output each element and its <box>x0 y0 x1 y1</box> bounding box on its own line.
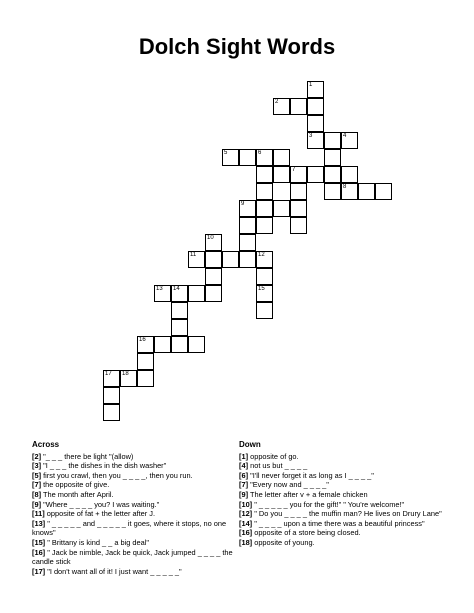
grid-cell[interactable] <box>205 285 222 302</box>
clue-text: opposite of fat + the letter after J. <box>44 509 156 519</box>
cell-number: 10 <box>207 235 214 241</box>
clue-text: the opposite of give. <box>41 480 110 490</box>
grid-cell[interactable] <box>171 302 188 319</box>
grid-cell[interactable] <box>324 166 341 183</box>
grid-cell[interactable] <box>273 200 290 217</box>
grid-cell[interactable] <box>171 319 188 336</box>
grid-cell[interactable] <box>222 251 239 268</box>
grid-cell[interactable] <box>239 234 256 251</box>
grid-cell[interactable] <box>256 200 273 217</box>
grid-cell[interactable] <box>324 149 341 166</box>
clue-text: first you crawl, then you _ _ _ _, then you run. <box>41 470 193 480</box>
grid-cell[interactable] <box>103 387 120 404</box>
grid-cell[interactable] <box>290 166 307 183</box>
grid-cell[interactable] <box>341 166 358 183</box>
clue-number: [4] <box>239 461 249 471</box>
cell-number: 7 <box>292 167 296 173</box>
clue-text: "Where _ _ _ _ you? I was waiting." <box>41 499 160 509</box>
across-clue <box>32 509 242 519</box>
grid-cell[interactable] <box>256 149 273 166</box>
down-clue <box>239 480 449 490</box>
clue-text: " Jack be nimble, Jack be quick, Jack jumped _ _ _ _ the candle stick <box>32 547 233 567</box>
clue-number: [6] <box>239 470 249 480</box>
grid-cell[interactable] <box>307 98 324 115</box>
cell-number: 11 <box>190 252 197 258</box>
clue-number: [8] <box>32 489 42 499</box>
grid-cell[interactable] <box>256 268 273 285</box>
grid-cell[interactable] <box>341 183 358 200</box>
grid-cell[interactable] <box>188 251 205 268</box>
grid-cell[interactable] <box>239 251 256 268</box>
across-clue <box>32 490 242 500</box>
down-clue <box>239 490 449 500</box>
across-clue <box>32 500 242 510</box>
across-clue <box>32 519 242 538</box>
cell-number: 13 <box>156 286 163 292</box>
clue-number: [18] <box>239 537 253 547</box>
across-clue <box>32 538 242 548</box>
grid-cell[interactable] <box>154 336 171 353</box>
clue-text: The letter after v + a female chicken <box>248 489 368 499</box>
grid-cell[interactable] <box>324 132 341 149</box>
clue-number: [2] <box>32 451 42 461</box>
grid-cell[interactable] <box>205 268 222 285</box>
clue-number: [1] <box>239 451 249 461</box>
cell-number: 2 <box>275 99 279 105</box>
across-heading: Across <box>32 440 60 449</box>
down-clue <box>239 509 449 519</box>
down-clue <box>239 471 449 481</box>
clue-text: The month after April. <box>41 489 114 499</box>
clue-text: not us but _ _ _ _ <box>248 461 308 471</box>
clue-number: [10] <box>239 499 253 509</box>
grid-cell[interactable] <box>239 217 256 234</box>
clue-number: [16] <box>32 547 46 557</box>
grid-cell[interactable] <box>256 217 273 234</box>
grid-cell[interactable] <box>358 183 375 200</box>
grid-cell[interactable] <box>324 183 341 200</box>
clue-text: " _ _ _ _ upon a time there was a beautiful princess" <box>252 518 425 528</box>
grid-cell[interactable] <box>103 370 120 387</box>
clue-text: " _ _ _ _ _ and _ _ _ _ _ it goes, where it stops, no one knows" <box>32 518 227 538</box>
grid-cell[interactable] <box>273 98 290 115</box>
clue-text: " Brittany is kind _ _ a big deal" <box>45 537 150 547</box>
clue-number: [3] <box>32 461 42 471</box>
clue-number: [9] <box>32 499 42 509</box>
grid-cell[interactable] <box>273 166 290 183</box>
grid-cell[interactable] <box>307 132 324 149</box>
grid-cell[interactable] <box>375 183 392 200</box>
grid-cell[interactable] <box>256 166 273 183</box>
grid-cell[interactable] <box>239 149 256 166</box>
cell-number: 17 <box>105 371 112 377</box>
grid-cell[interactable] <box>188 336 205 353</box>
across-clue <box>32 567 242 577</box>
cell-number: 6 <box>258 150 262 156</box>
grid-cell[interactable] <box>256 251 273 268</box>
clue-text: "I'll never forget it as long as I _ _ _ _" <box>248 470 374 480</box>
cell-number: 12 <box>258 252 265 258</box>
clue-number: [13] <box>32 518 46 528</box>
grid-cell[interactable] <box>290 200 307 217</box>
grid-cell[interactable] <box>307 166 324 183</box>
cell-number: 14 <box>173 286 180 292</box>
clue-number: [17] <box>32 566 46 576</box>
grid-cell[interactable] <box>137 336 154 353</box>
cell-number: 18 <box>122 371 129 377</box>
down-clue <box>239 500 449 510</box>
clue-text: "I don't want all of it! I just want _ _ _ _ _" <box>45 566 182 576</box>
clue-number: [12] <box>239 509 253 519</box>
clue-number: [7] <box>32 480 42 490</box>
clue-number: [14] <box>239 518 253 528</box>
clue-text: opposite of a store being closed. <box>252 528 361 538</box>
cell-number: 8 <box>343 184 347 190</box>
across-clue <box>32 461 242 471</box>
down-clue <box>239 538 449 548</box>
clue-number: [15] <box>32 537 46 547</box>
cell-number: 16 <box>139 337 146 343</box>
grid-cell[interactable] <box>205 234 222 251</box>
down-clue <box>239 528 449 538</box>
down-clue <box>239 519 449 529</box>
grid-cell[interactable] <box>103 404 120 421</box>
clue-text: "I _ _ _ the dishes in the dish washer" <box>41 461 167 471</box>
grid-cell[interactable] <box>171 285 188 302</box>
grid-cell[interactable] <box>256 183 273 200</box>
clue-number: [9] <box>239 489 249 499</box>
cell-number: 9 <box>241 201 245 207</box>
grid-cell[interactable] <box>239 200 256 217</box>
cell-number: 1 <box>309 82 313 88</box>
grid-cell[interactable] <box>273 149 290 166</box>
down-heading: Down <box>239 440 261 449</box>
grid-cell[interactable] <box>290 183 307 200</box>
clue-text: " _ _ _ _ _ you for the gift!" " You're welcome!" <box>252 499 405 509</box>
down-clue <box>239 461 449 471</box>
clue-text: "_ _ _ there be light "(allow) <box>41 451 134 461</box>
cell-number: 3 <box>309 133 313 139</box>
clue-number: [7] <box>239 480 249 490</box>
grid-cell[interactable] <box>307 115 324 132</box>
grid-cell[interactable] <box>171 336 188 353</box>
grid-cell[interactable] <box>341 132 358 149</box>
grid-cell[interactable] <box>290 98 307 115</box>
across-clues <box>32 440 242 576</box>
clue-text: "Every now and _ _ _ _" <box>248 480 329 490</box>
down-clue <box>239 452 449 462</box>
cell-number: 4 <box>343 133 347 139</box>
grid-cell[interactable] <box>205 251 222 268</box>
across-clue <box>32 471 242 481</box>
grid-cell[interactable] <box>154 285 171 302</box>
clue-text: opposite of young. <box>252 537 315 547</box>
cell-number: 15 <box>258 286 265 292</box>
grid-cell[interactable] <box>307 81 324 98</box>
down-clues <box>239 440 449 548</box>
across-clue <box>32 452 242 462</box>
page-title: Dolch Sight Words <box>138 34 336 59</box>
grid-cell[interactable] <box>222 149 239 166</box>
across-clue <box>32 480 242 490</box>
grid-cell[interactable] <box>188 285 205 302</box>
grid-cell[interactable] <box>137 353 154 370</box>
clue-number: [5] <box>32 470 42 480</box>
grid-cell[interactable] <box>256 285 273 302</box>
grid-cell[interactable] <box>137 370 154 387</box>
clue-number: [11] <box>32 509 45 519</box>
clue-text: " Do you _ _ _ _ the muffin man? He lives on Drury Lane" <box>252 509 442 519</box>
clue-text: opposite of go. <box>248 451 299 461</box>
grid-cell[interactable] <box>290 217 307 234</box>
grid-cell[interactable] <box>256 302 273 319</box>
cell-number: 5 <box>224 150 228 156</box>
clue-number: [16] <box>239 528 253 538</box>
across-clue <box>32 548 242 567</box>
grid-cell[interactable] <box>120 370 137 387</box>
